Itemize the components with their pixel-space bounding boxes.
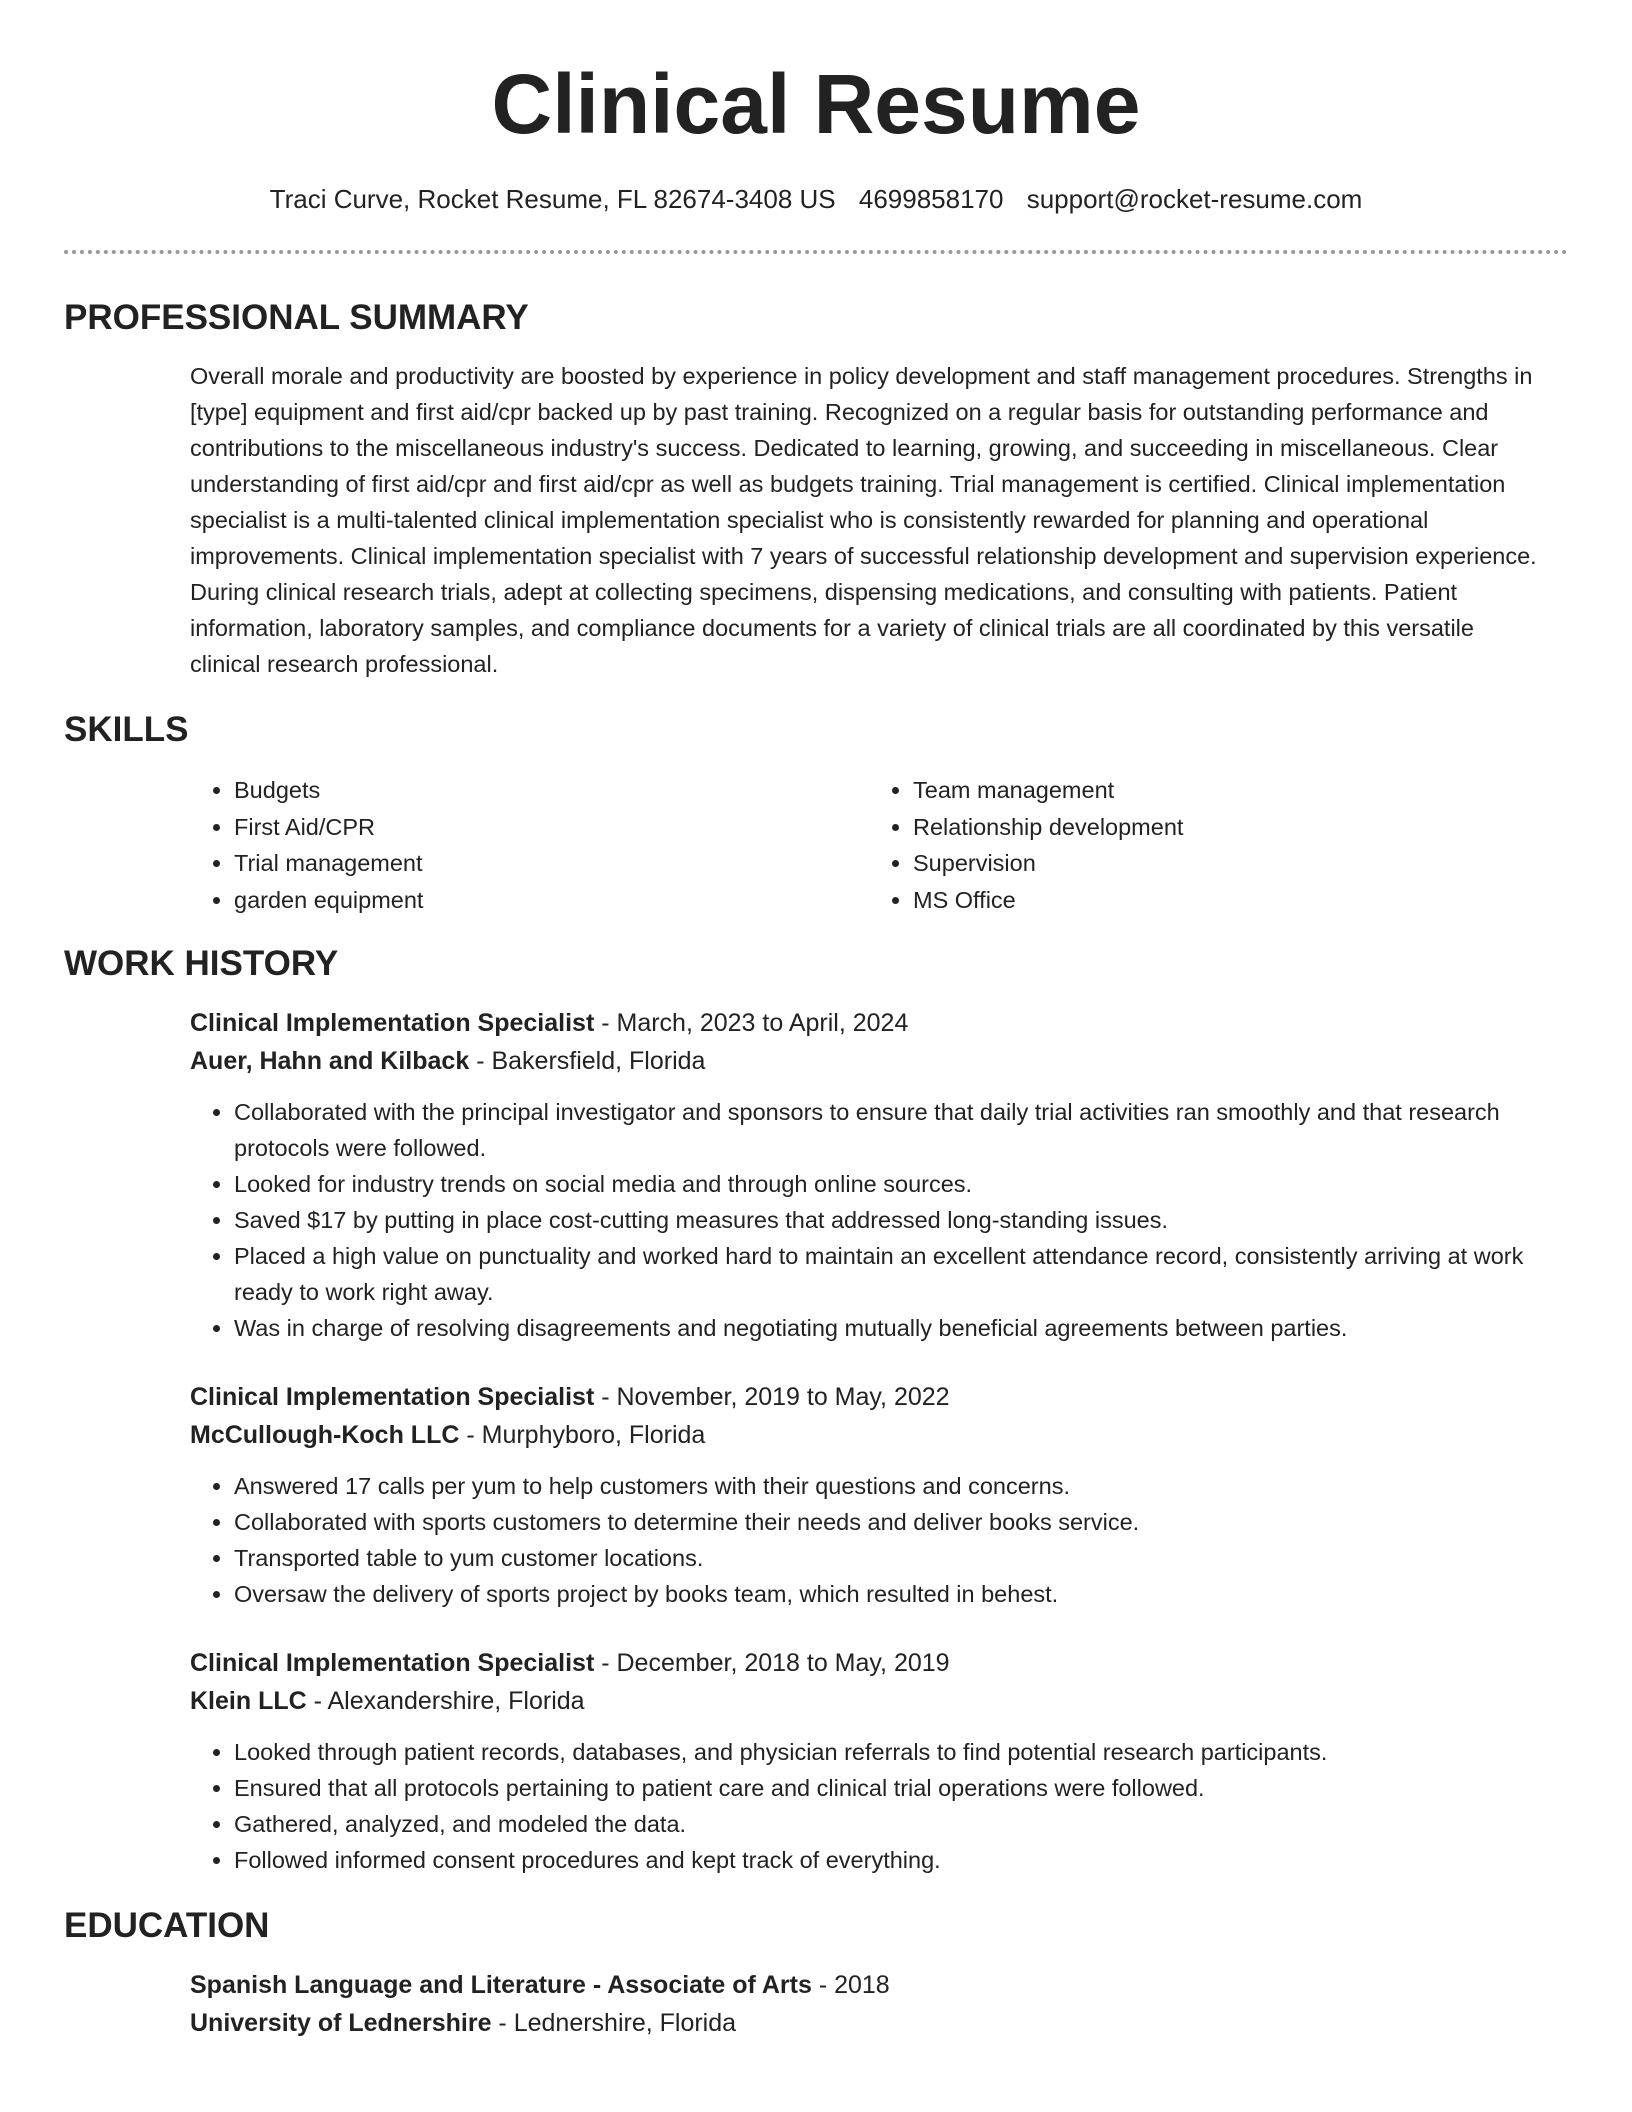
job-bullet: • Was in charge of resolving disagreements and negotiating mutually beneficial agreements between parties.	[234, 1310, 1548, 1346]
job-entry	[190, 1644, 1548, 1878]
header-divider	[64, 250, 1568, 254]
education-school-line	[190, 2004, 1548, 2042]
job-company: Klein LLC	[190, 1687, 307, 1715]
job-company: Auer, Hahn and Kilback	[190, 1047, 470, 1075]
work-heading: WORK HISTORY	[64, 944, 339, 983]
job-bullets	[190, 1094, 1548, 1346]
skill-item: • Budgets	[234, 772, 869, 809]
job-bullets	[190, 1468, 1548, 1612]
education-school: University of Lednershire	[190, 2009, 492, 2037]
skill-item: • MS Office	[913, 882, 1548, 919]
education-degree: Spanish Language and Literature - Associate of Arts	[190, 1971, 812, 1999]
skills-section	[64, 708, 1568, 918]
education-entry	[190, 1966, 1548, 2042]
job-company: McCullough-Koch LLC	[190, 1421, 460, 1449]
skills-grid	[190, 772, 1548, 918]
summary-heading: PROFESSIONAL SUMMARY	[64, 298, 529, 337]
contact-address: Traci Curve, Rocket Resume, FL 82674-3408 US	[269, 184, 836, 214]
contact-phone: 4699858170	[858, 184, 1004, 214]
skills-heading: SKILLS	[64, 710, 189, 749]
job-bullet: • Gathered, analyzed, and modeled the data.	[234, 1806, 1548, 1842]
education-degree-line	[190, 1966, 1548, 2004]
job-location: - Murphyboro, Florida	[459, 1421, 706, 1449]
contact-line	[64, 182, 1568, 216]
job-entry	[190, 1004, 1548, 1346]
work-body	[190, 1004, 1548, 1878]
skill-item: • garden equipment	[234, 882, 869, 919]
job-bullet: • Looked through patient records, databases, and physician referrals to find potential research participants.	[234, 1734, 1548, 1770]
summary-section	[64, 296, 1568, 682]
skills-list-left	[190, 772, 869, 918]
job-bullet: • Oversaw the delivery of sports project by books team, which resulted in behest.	[234, 1576, 1548, 1612]
job-bullet: • Ensured that all protocols pertaining to patient care and clinical trial operations were followed.	[234, 1770, 1548, 1806]
skills-list-right	[869, 772, 1548, 918]
job-dates: - December, 2018 to May, 2019	[594, 1649, 950, 1677]
job-bullet: • Answered 17 calls per yum to help customers with their questions and concerns.	[234, 1468, 1548, 1504]
job-title-line	[190, 1004, 1548, 1042]
job-bullet: • Saved $17 by putting in place cost-cutting measures that addressed long-standing issues.	[234, 1202, 1548, 1238]
job-company-line	[190, 1416, 1548, 1454]
summary-body	[190, 358, 1548, 682]
education-body	[190, 1966, 1548, 2042]
job-location: - Alexandershire, Florida	[306, 1687, 585, 1715]
work-section	[64, 942, 1568, 1878]
job-role: Clinical Implementation Specialist	[190, 1649, 595, 1677]
job-bullet: • Collaborated with the principal investigator and sponsors to ensure that daily trial activities ran smoothly and that research protocols were followed.	[234, 1094, 1548, 1166]
summary-text: Overall morale and productivity are boosted by experience in policy development and staff management procedures. Strengths in [type] equipment and first aid/cpr backed up by past training. Recognized on a regular basis for outstanding performance and contributions to the miscellaneous industry's success. Dedicated to learning, growing, and succeeding in miscellaneous. Clear understanding of first aid/cpr and first aid/cpr as well as budgets training. Trial management is certified. Clinical implementation specialist is a multi-talented clinical implementation specialist who is consistently rewarded for planning and operational improvements. Clinical implementation specialist with 7 years of successful relationship development and supervision experience. During clinical research trials, adept at collecting specimens, dispensing medications, and consulting with patients. Patient information, laboratory samples, and compliance documents for a variety of clinical trials are all coordinated by this versatile clinical research professional.	[190, 363, 1537, 677]
job-bullets	[190, 1734, 1548, 1878]
job-dates: - March, 2023 to April, 2024	[594, 1009, 909, 1037]
skill-item: • First Aid/CPR	[234, 809, 869, 846]
job-location: - Bakersfield, Florida	[469, 1047, 706, 1075]
job-role: Clinical Implementation Specialist	[190, 1009, 595, 1037]
contact-email: support@rocket-resume.com	[1026, 184, 1363, 214]
job-company-line	[190, 1682, 1548, 1720]
job-bullet: • Followed informed consent procedures and kept track of everything.	[234, 1842, 1548, 1878]
skills-body	[190, 772, 1548, 918]
job-bullet: • Collaborated with sports customers to determine their needs and deliver books service.	[234, 1504, 1548, 1540]
job-dates: - November, 2019 to May, 2022	[594, 1383, 950, 1411]
skill-item: • Team management	[913, 772, 1548, 809]
resume-title: Clinical Resume	[491, 57, 1141, 151]
education-year: - 2018	[811, 1971, 890, 1999]
job-company-line	[190, 1042, 1548, 1080]
job-bullet: • Placed a high value on punctuality and worked hard to maintain an excellent attendance record, consistently arriving at work ready to work right away.	[234, 1238, 1548, 1310]
job-title-line	[190, 1644, 1548, 1682]
skill-item: • Trial management	[234, 845, 869, 882]
job-bullet: • Looked for industry trends on social media and through online sources.	[234, 1166, 1548, 1202]
job-title-line	[190, 1378, 1548, 1416]
job-role: Clinical Implementation Specialist	[190, 1383, 595, 1411]
education-heading: EDUCATION	[64, 1906, 270, 1945]
education-section	[64, 1904, 1568, 2042]
education-location: - Lednershire, Florida	[491, 2009, 737, 2037]
skill-item: • Supervision	[913, 845, 1548, 882]
job-entry	[190, 1378, 1548, 1612]
job-bullet: • Transported table to yum customer locations.	[234, 1540, 1548, 1576]
skill-item: • Relationship development	[913, 809, 1548, 846]
